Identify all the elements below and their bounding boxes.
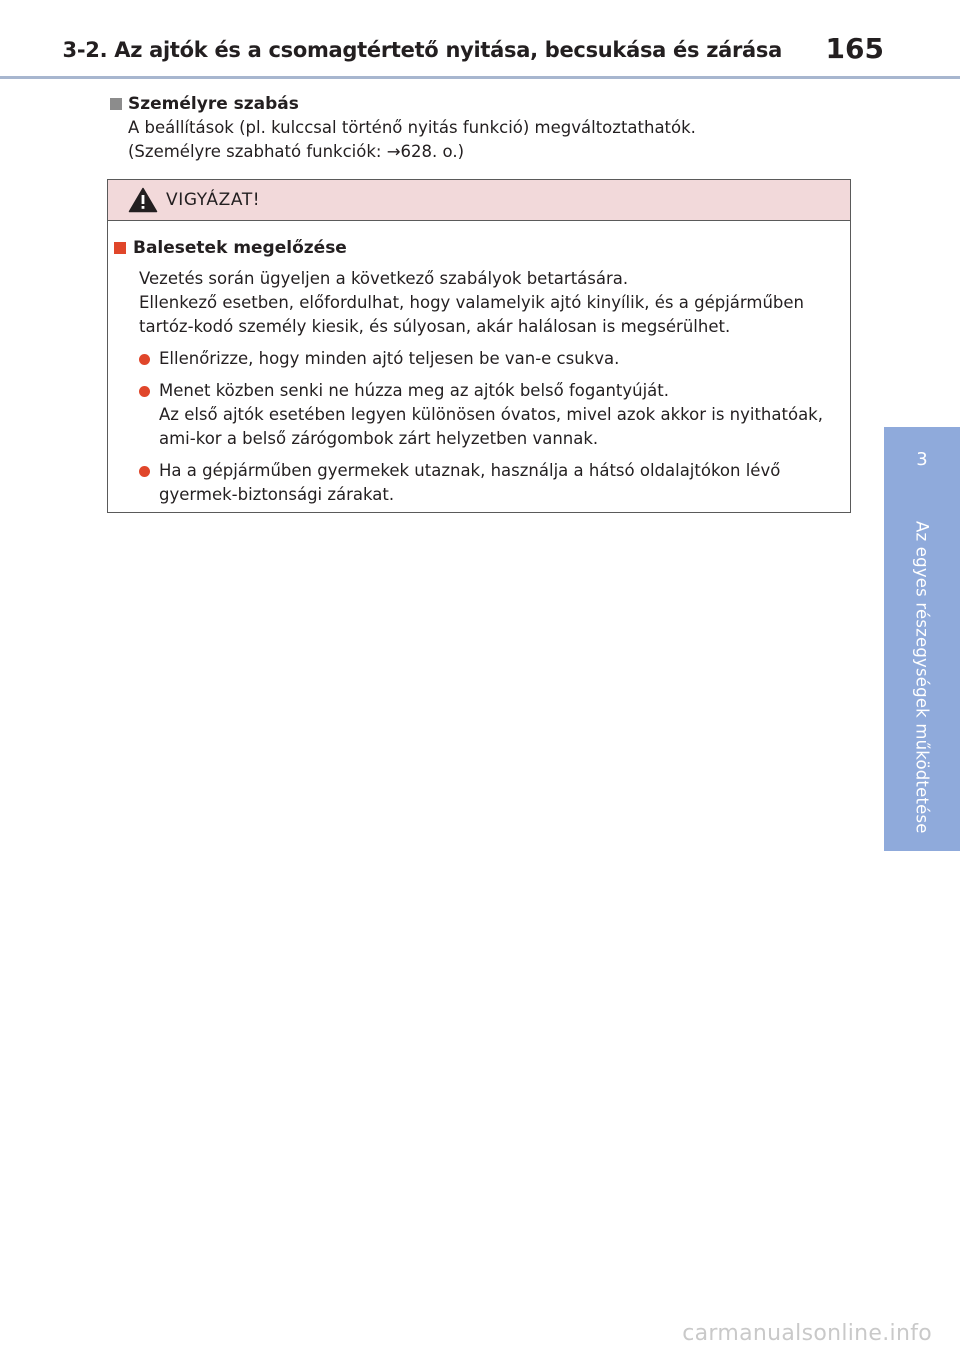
- square-bullet-icon: [110, 98, 122, 110]
- bullet-dot-icon: [139, 386, 150, 397]
- section-line: A beállítások (pl. kulccsal történő nyitás funkció) megváltoztathatók.: [128, 118, 696, 137]
- bullet-text: Az első ajtók esetében legyen különösen óvatos, mivel azok akkor is nyithatóak, ami-kor a belső zárógombok zárt helyzetben vannak.: [159, 405, 823, 448]
- bullet-text: Ha a gépjárműben gyermekek utaznak, használja a hátsó oldalajtókon lévő gyermek-biztonsági zárakat.: [159, 461, 781, 504]
- page-number: 165: [825, 32, 884, 65]
- warning-bullet: [139, 459, 851, 507]
- section-body: [128, 116, 850, 164]
- section-line: (Személyre szabható funkciók: →628. o.): [128, 142, 465, 161]
- bullet-dot-icon: [139, 354, 150, 365]
- square-bullet-icon: [114, 242, 126, 254]
- warning-header: [108, 180, 850, 221]
- bullet-text: Ellenőrizze, hogy minden ajtó teljesen be van-e csukva.: [159, 349, 620, 368]
- customization-section: [110, 92, 850, 164]
- bullet-text: Menet közben senki ne húzza meg az ajtók belső fogantyúját.: [159, 381, 670, 400]
- warning-heading: [114, 235, 850, 261]
- watermark-text: carmanualsonline.info: [682, 1321, 932, 1346]
- warning-box: [107, 179, 851, 513]
- bullet-dot-icon: [139, 466, 150, 477]
- warning-heading-text: Balesetek megelőzése: [133, 238, 347, 258]
- chapter-side-tab: [884, 427, 960, 851]
- warning-intro: [139, 267, 851, 339]
- warning-triangle-icon: [128, 187, 158, 213]
- header-divider: [0, 76, 960, 79]
- warning-content: [108, 221, 850, 507]
- warning-bullet: [139, 379, 851, 451]
- page-header-title: 3-2. Az ajtók és a csomagtértető nyitása, becsukása és zárása: [62, 38, 782, 62]
- section-heading-text: Személyre szabás: [128, 94, 299, 114]
- warning-title: VIGYÁZAT!: [166, 190, 261, 210]
- warning-intro-line: Ellenkező esetben, előfordulhat, hogy valamelyik ajtó kinyílik, és a gépjárműben tartóz-kodó személy kiesik, és súlyosan, akár halálosan is megsérülhet.: [139, 293, 805, 336]
- warning-intro-line: Vezetés során ügyeljen a következő szabályok betartására.: [139, 269, 629, 288]
- warning-bullet: [139, 347, 851, 371]
- chapter-label: Az egyes részegységek működtetése: [912, 521, 932, 834]
- chapter-number: 3: [916, 449, 928, 470]
- section-heading: [110, 92, 850, 116]
